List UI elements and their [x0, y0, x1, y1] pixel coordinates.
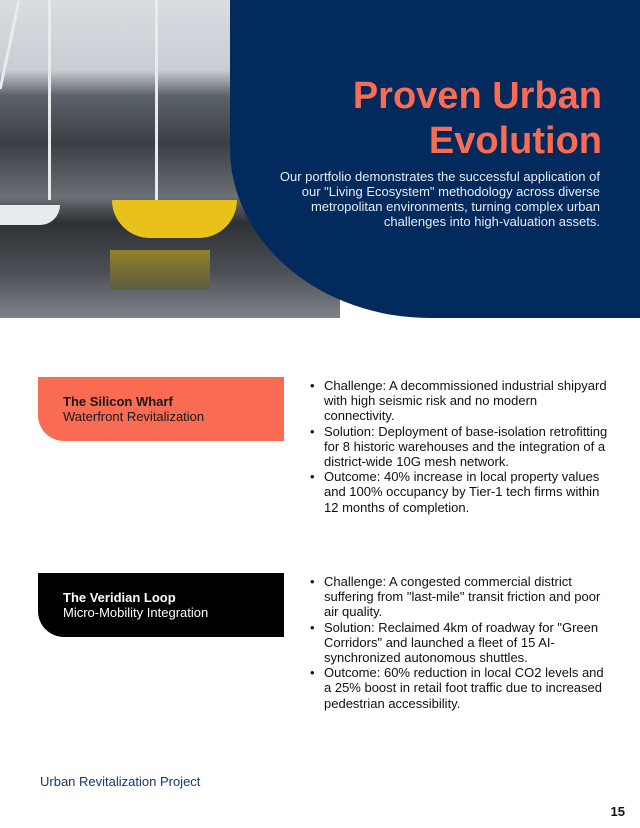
intro-text: Our portfolio demonstrates the successful application of our "Living Ecosystem" methodology across diverse metropolitan environments, turning complex urban challenges into high-valuation assets. [279, 169, 600, 229]
project-card-veridian-loop [38, 573, 284, 637]
bullet-challenge: • Challenge: A congested commercial district suffering from "last-mile" transit friction and poor air quality. [310, 574, 610, 620]
bullet-outcome: • Outcome: 40% increase in local property values and 100% occupancy by Tier-1 tech firms within 12 months of completion. [310, 469, 610, 515]
bullet-outcome: • Outcome: 60% reduction in local CO2 levels and a 25% boost in retail foot traffic due to increased pedestrian accessibility. [310, 665, 610, 711]
page-title: Proven Urban Evolution [352, 75, 602, 162]
bullet-solution: • Solution: Reclaimed 4km of roadway for "Green Corridors" and launched a fleet of 15 AI-synchronized autonomous shuttles. [310, 620, 610, 666]
mast [0, 1, 20, 90]
project-bullets [310, 378, 610, 515]
bullet-challenge: • Challenge: A decommissioned industrial shipyard with high seismic risk and no modern connectivity. [310, 378, 610, 424]
project-name: The Silicon Wharf [63, 394, 173, 409]
bullet-solution: • Solution: Deployment of base-isolation retrofitting for 8 historic warehouses and the integration of a district-wide 10G mesh network. [310, 424, 610, 470]
project-subtitle: Micro-Mobility Integration [63, 605, 209, 620]
footer-project-name: Urban Revitalization Project [40, 774, 201, 789]
boat [0, 205, 60, 225]
water-reflection [110, 250, 210, 290]
project-name: The Veridian Loop [63, 590, 176, 605]
hero [0, 0, 640, 318]
yellow-boat [112, 200, 237, 238]
mast [48, 0, 51, 200]
project-card-silicon-wharf [38, 377, 284, 441]
project-bullets [310, 574, 610, 711]
mast [155, 0, 158, 210]
page-number: 15 [610, 804, 625, 819]
project-subtitle: Waterfront Revitalization [63, 409, 205, 424]
